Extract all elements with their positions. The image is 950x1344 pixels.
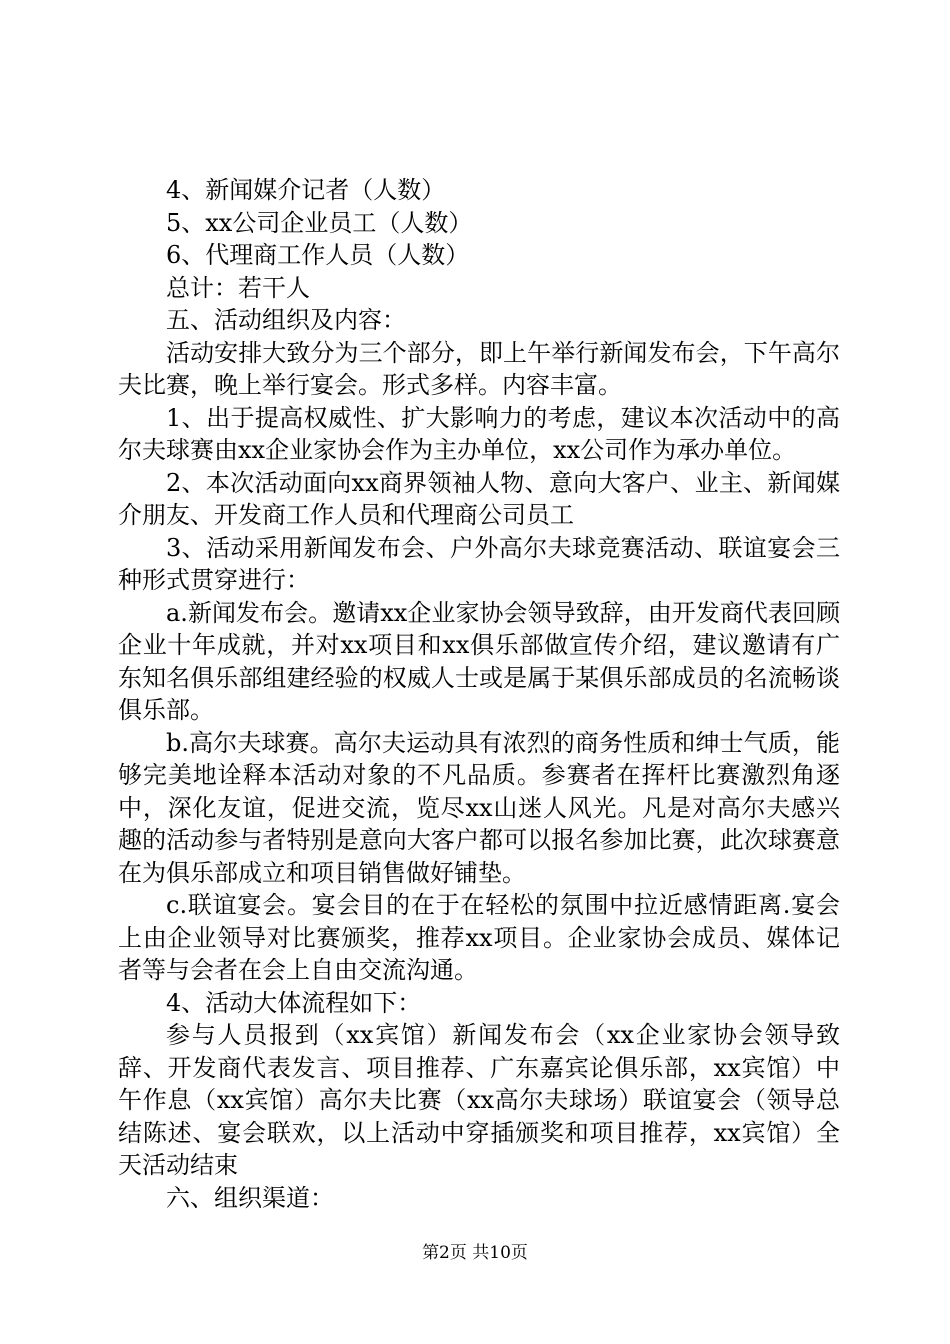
section-heading: 五、活动组织及内容： bbox=[166, 306, 406, 334]
paragraph: a.新闻发布会。邀请xx企业家协会领导致辞，由开发商代表回顾企业十年成就，并对xx项目和xx俱乐部做宣传介绍，建议邀请有广东知名俱乐部组建经验的权威人士或是属于某俱乐部成员的名流畅谈俱乐部。 bbox=[118, 598, 840, 724]
paragraph: 活动安排大致分为三个部分，即上午举行新闻发布会，下午高尔夫比赛，晚上举行宴会。形式多样。内容丰富。 bbox=[118, 338, 840, 399]
section-heading: 六、组织渠道： bbox=[166, 1183, 334, 1212]
paragraph: c.联谊宴会。宴会目的在于在轻松的氛围中拉近感情距离.宴会上由企业领导对比赛颁奖，推荐xx项目。企业家协会成员、媒体记者等与会者在会上自由交流沟通。 bbox=[118, 891, 840, 984]
paragraph: 总计：若干人 bbox=[166, 273, 310, 302]
paragraph: 4、活动大体流程如下： bbox=[166, 988, 422, 1017]
paragraph: 2、本次活动面向xx商界领袖人物、意向大客户、业主、新闻媒介朋友、开发商工作人员和代理商公司员工 bbox=[118, 468, 840, 529]
paragraph: 6、代理商工作人员（人数） bbox=[166, 241, 470, 269]
paragraph: 3、活动采用新闻发布会、户外高尔夫球竞赛活动、联谊宴会三种形式贯穿进行： bbox=[118, 533, 840, 594]
document-body bbox=[118, 174, 840, 1214]
paragraph: 4、新闻媒介记者（人数） bbox=[166, 176, 446, 204]
page-number-footer: 第2页 共10页 bbox=[422, 1243, 528, 1263]
paragraph: b.高尔夫球赛。高尔夫运动具有浓烈的商务性质和绅士气质，能够完美地诠释本活动对象的不凡品质。参赛者在挥杆比赛激烈角逐中，深化友谊，促进交流，览尽xx山迷人风光。凡是对高尔夫感兴趣的活动参与者特别是意向大客户都可以报名参加比赛，此次球赛意在为俱乐部成立和项目销售做好铺垫。 bbox=[118, 728, 840, 887]
paragraph: 5、xx公司企业员工（人数） bbox=[166, 208, 473, 237]
paragraph: 参与人员报到（xx宾馆）新闻发布会（xx企业家协会领导致辞、开发商代表发言、项目推荐、广东嘉宾论俱乐部，xx宾馆）中午作息（xx宾馆）高尔夫比赛（xx高尔夫球场）联谊宴会（领导总结陈述、宴会联欢，以上活动中穿插颁奖和项目推荐，xx宾馆）全天活动结束 bbox=[118, 1021, 840, 1179]
paragraph: 1、出于提高权威性、扩大影响力的考虑，建议本次活动中的高尔夫球赛由xx企业家协会作为主办单位，xx公司作为承办单位。 bbox=[118, 403, 840, 464]
